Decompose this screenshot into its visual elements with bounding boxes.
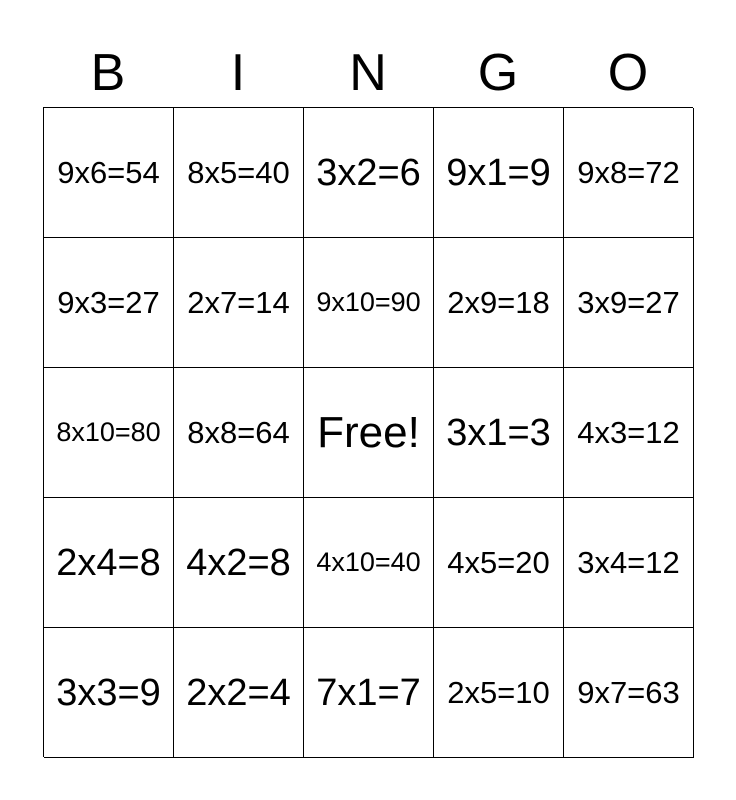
bingo-cell: 3x1=3 [434, 368, 564, 498]
bingo-cell: 4x5=20 [434, 498, 564, 628]
header-letter-n: N [349, 44, 387, 102]
bingo-cell: 9x7=63 [564, 628, 694, 758]
bingo-cell: 4x10=40 [304, 498, 434, 628]
bingo-header [43, 40, 693, 106]
bingo-cell: 2x7=14 [174, 238, 304, 368]
header-letter-i: I [230, 44, 246, 102]
header-letter-b: B [90, 44, 126, 102]
bingo-cell: 9x3=27 [44, 238, 174, 368]
bingo-cell: 2x2=4 [174, 628, 304, 758]
bingo-cell: 8x10=80 [44, 368, 174, 498]
bingo-cell: 2x9=18 [434, 238, 564, 368]
bingo-cell: 3x3=9 [44, 628, 174, 758]
bingo-cell: 3x2=6 [304, 108, 434, 238]
bingo-cell: 2x4=8 [44, 498, 174, 628]
bingo-cell: 7x1=7 [304, 628, 434, 758]
bingo-cell: 8x8=64 [174, 368, 304, 498]
header-letter-o: O [607, 44, 649, 102]
bingo-cell: 8x5=40 [174, 108, 304, 238]
bingo-cell: 2x5=10 [434, 628, 564, 758]
bingo-board [43, 107, 693, 757]
bingo-cell: 9x10=90 [304, 238, 434, 368]
bingo-cell: 9x1=9 [434, 108, 564, 238]
header-letter-g: G [477, 44, 519, 102]
bingo-cell: 4x2=8 [174, 498, 304, 628]
bingo-cell: 4x3=12 [564, 368, 694, 498]
bingo-cell: 9x8=72 [564, 108, 694, 238]
free-space-cell: Free! [304, 368, 434, 498]
bingo-cell: 3x9=27 [564, 238, 694, 368]
bingo-cell: 3x4=12 [564, 498, 694, 628]
bingo-cell: 9x6=54 [44, 108, 174, 238]
